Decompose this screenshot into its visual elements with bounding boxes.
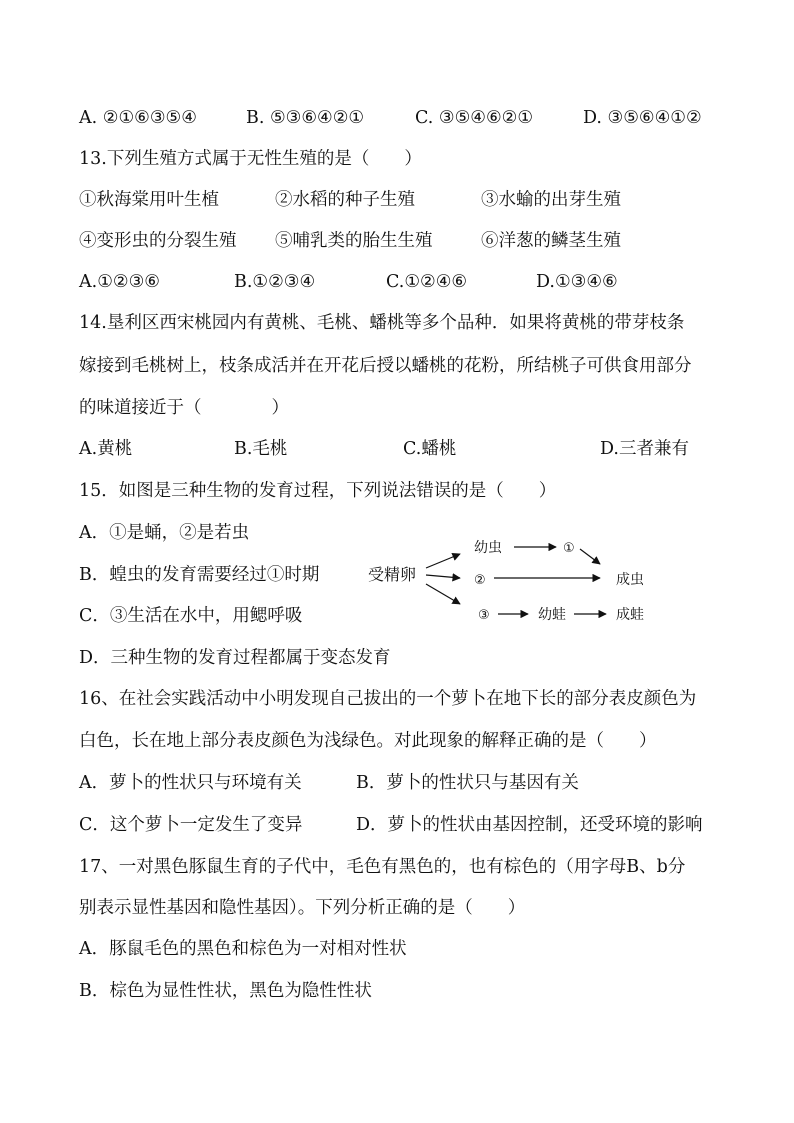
stage-3-label: ③ [478,608,490,623]
q14-option-a: A.黄桃 [79,439,133,459]
arrow-egg-to-larva [426,554,460,568]
q14-stem-line-3: 的味道接近于（ ） [79,398,289,418]
q14-option-d: D.三者兼有 [600,439,689,459]
q16-option-a: A．萝卜的性状只与环境有关 [79,773,302,793]
q17-option-b: B．棕色为显性性状，黑色为隐性性状 [79,981,372,1001]
q12-option-b: B. ⑤③⑥④②① [246,108,365,128]
q17-stem-line-2: 别表示显性基因和隐性基因）。下列分析正确的是（ ） [79,898,526,918]
q13-item-1: ①秋海棠用叶生植 [79,190,219,210]
q14-stem-line-2: 嫁接到毛桃树上，枝条成活并在开花后授以蟠桃的花粉，所结桃子可供食用部分 [79,356,692,376]
q15-stem: 15．如图是三种生物的发育过程，下列说法错误的是（ ） [79,481,557,501]
development-diagram [360,528,660,638]
q13-option-d: D.①③④⑥ [536,272,618,292]
q16-option-c: C．这个萝卜一定发生了变异 [79,815,303,835]
adult-label: 成虫 [616,572,644,588]
q14-stem-line-1: 14.垦利区西宋桃园内有黄桃、毛桃、蟠桃等多个品种．如果将黄桃的带芽枝条 [79,313,685,333]
q13-item-4: ④变形虫的分裂生殖 [79,231,237,251]
q13-item-3: ③水蝓的出芽生殖 [481,190,621,210]
q12-option-c: C. ③⑤④⑥②① [415,108,534,128]
q13-item-6: ⑥洋葱的鳞茎生殖 [481,231,621,251]
tadpole-label: 幼蛙 [538,607,566,623]
q15-option-b: B．蝗虫的发育需要经过①时期 [79,565,320,585]
q15-option-d: D．三种生物的发育过程都属于变态发育 [79,648,391,668]
q13-item-2: ②水稻的种子生殖 [275,190,415,210]
q13-option-c: C.①②④⑥ [386,272,468,292]
q12-option-d: D. ③⑤⑥④①② [583,108,702,128]
larva-label: 幼虫 [474,540,502,556]
q13-item-5: ⑤哺乳类的胎生生殖 [275,231,433,251]
q12-option-a: A. ②①⑥③⑤④ [79,108,197,128]
arrow-egg-to-3 [426,584,460,604]
q16-stem-line-1: 16、在社会实践活动中小明发现自己拔出的一个萝卜在地下长的部分表皮颜色为 [79,689,697,709]
q13-option-a: A.①②③⑥ [79,272,160,292]
q14-option-b: B.毛桃 [234,439,288,459]
q13-option-b: B.①②③④ [234,272,316,292]
egg-label: 受精卵 [368,565,417,584]
stage-2-label: ② [474,573,486,588]
frog-label: 成蛙 [616,607,644,623]
q16-stem-line-2: 白色，长在地上部分表皮颜色为浅绿色。对此现象的解释正确的是（ ） [79,731,657,751]
q17-stem-line-1: 17、一对黑色豚鼠生育的子代中，毛色有黑色的，也有棕色的（用字母B、b分 [79,857,686,877]
q17-option-a: A．豚鼠毛色的黑色和棕色为一对相对性状 [79,939,407,959]
q15-option-c: C．③生活在水中，用鳃呼吸 [79,606,303,626]
arrow-egg-to-2 [426,575,460,578]
q13-stem: 13.下列生殖方式属于无性生殖的是（ ） [79,149,422,169]
q14-option-c: C.蟠桃 [403,439,457,459]
q16-option-d: D．萝卜的性状由基因控制，还受环境的影响 [356,815,703,835]
stage-1-label: ① [563,541,575,556]
arrow-1-to-adult [580,549,600,564]
q16-option-b: B．萝卜的性状只与基因有关 [356,773,579,793]
q15-option-a: A．①是蛹，②是若虫 [79,523,250,543]
